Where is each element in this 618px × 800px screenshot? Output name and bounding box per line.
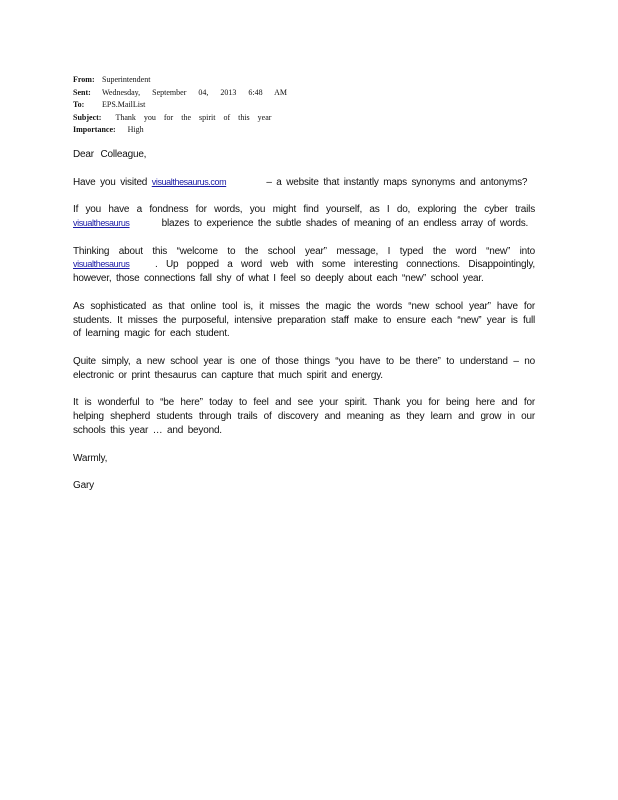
header-from-row xyxy=(73,74,473,87)
visualthesaurus-link-2[interactable]: visualthesaurus xyxy=(73,259,130,270)
signature: Gary xyxy=(73,480,94,492)
to-label: To: xyxy=(73,100,85,109)
paragraph-2 xyxy=(73,203,535,231)
paragraph-2-text-start: If you have a fondness for words, you might find yourself, as I do, exploring the cyber trails xyxy=(73,204,535,216)
to-value: EPS.MailList xyxy=(102,100,146,109)
paragraph-3 xyxy=(73,245,535,286)
header-subject-row xyxy=(73,112,473,125)
header-importance-row xyxy=(73,124,473,137)
paragraph-1 xyxy=(73,176,535,190)
greeting: Dear Colleague, xyxy=(73,149,147,160)
paragraph-6: It is wonderful to “be here” today to feel and see your spirit. Thank you for being here and for helping shepherd students through trails of discovery and meaning as they learn and grow in our schools this year … and beyond. xyxy=(73,397,535,436)
from-value: Superintendent xyxy=(102,75,151,84)
importance-value: High xyxy=(127,125,144,134)
from-label: From: xyxy=(73,75,95,84)
paragraph-5: Quite simply, a new school year is one of those things “you have to be there” to understand – no electronic or print thesaurus can capture that much spirit and energy. xyxy=(73,355,535,381)
paragraph-1-text-end: – a website that instantly maps synonyms and antonyms? xyxy=(266,176,528,188)
paragraph-1-text-start: Have you visited xyxy=(73,176,148,188)
sent-value: Wednesday, September 04, 2013 6:48 AM xyxy=(102,87,288,97)
email-header xyxy=(73,74,473,137)
paragraph-3-text-start: Thinking about this “welcome to the school year” message, I typed the word “new” into xyxy=(73,245,535,257)
sent-label: Sent: xyxy=(73,87,91,97)
header-sent-row xyxy=(73,87,473,100)
header-to-row xyxy=(73,99,473,112)
closing: Warmly, xyxy=(73,452,108,464)
paragraph-4: As sophisticated as that online tool is, it misses the magic the words “new school year” have for students. It misses the purposeful, intensive preparation staff make to ensure each “new” year is full of learning magic for each student. xyxy=(73,300,535,340)
subject-value: Thank you for the spirit of this year xyxy=(115,112,272,122)
paragraph-3-text-end: . Up popped a word web with some interesting connections. Disappointingly, however, those connections fall shy of what I feel so deeply about each “new” school year. xyxy=(73,259,535,285)
visualthesaurus-com-link[interactable]: visualthesaurus.com xyxy=(151,176,227,187)
email-body xyxy=(73,148,535,507)
subject-label: Subject: xyxy=(73,112,102,122)
importance-label: Importance: xyxy=(73,125,116,134)
visualthesaurus-link[interactable]: visualthesaurus xyxy=(73,217,130,228)
paragraph-2-text-end: blazes to experience the subtle shades of meaning of an endless array of words. xyxy=(161,217,529,229)
